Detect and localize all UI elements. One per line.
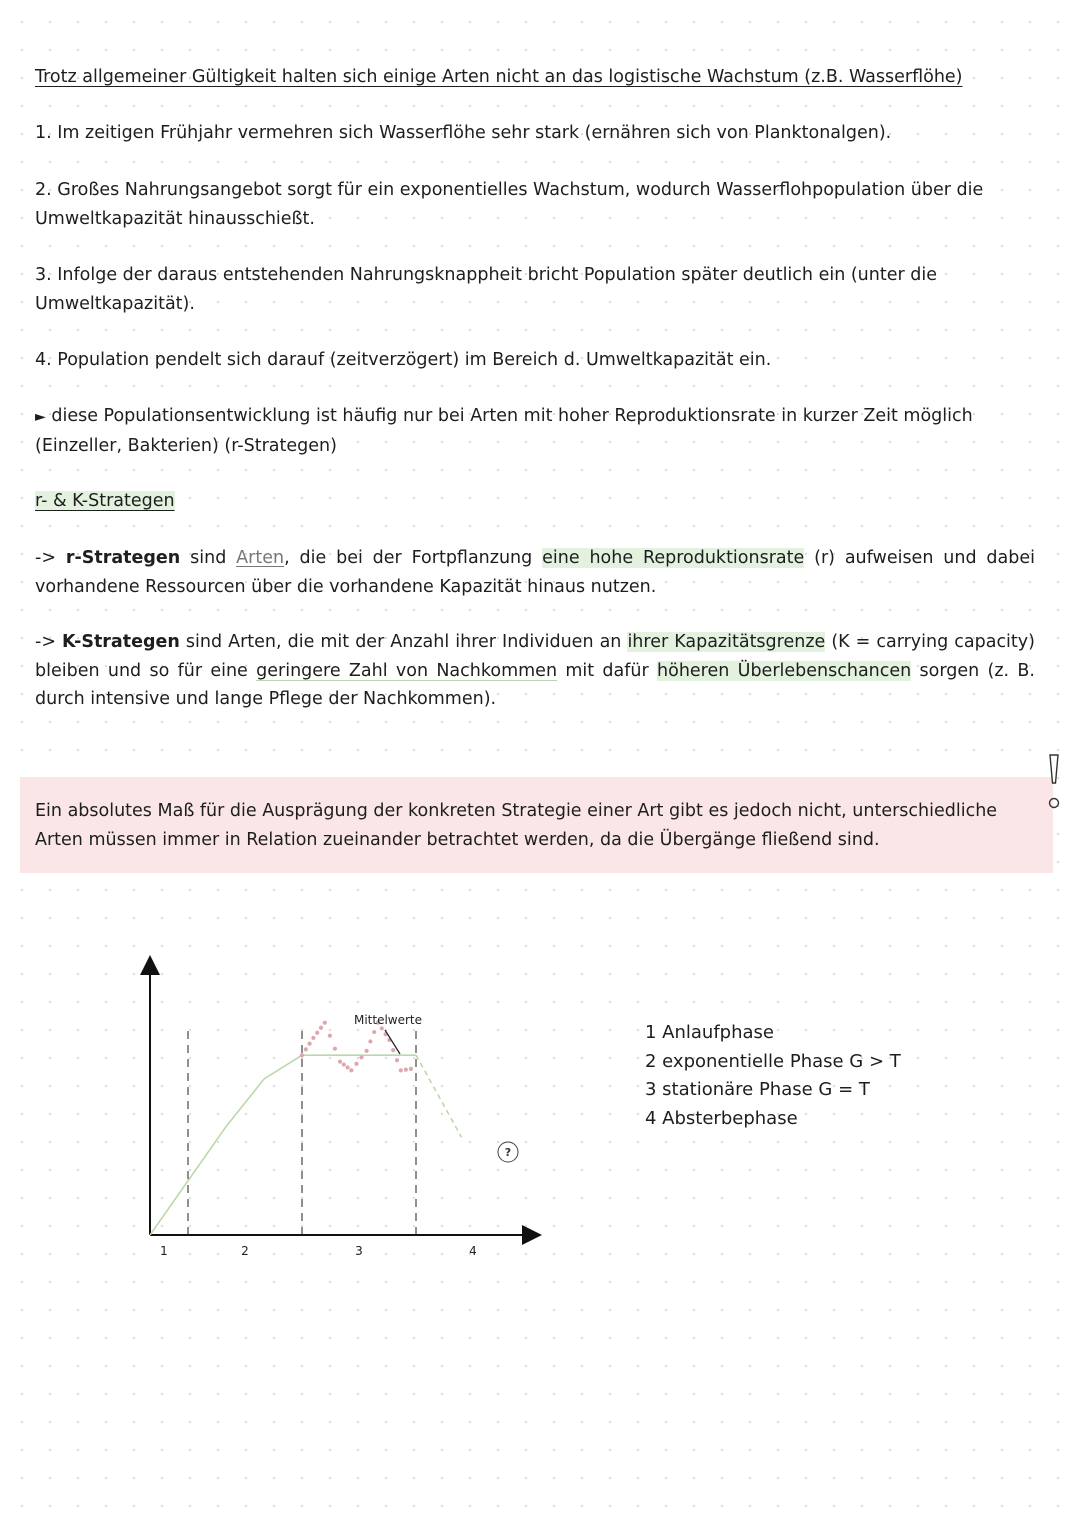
oscillation-point — [346, 1065, 350, 1069]
step-4: 4. Population pendelt sich darauf (zeitverzögert) im Bereich d. Umweltkapazität ein. — [35, 350, 772, 370]
link-arten[interactable]: Arten — [236, 548, 285, 568]
legend-item-anlaufphase: 1 Anlaufphase — [645, 1022, 774, 1043]
phase-legend — [645, 1019, 901, 1133]
highlight-ueberlebenschancen: höheren Überlebenschancen — [657, 660, 912, 681]
phase-label-4: 4 — [469, 1244, 477, 1258]
oscillation-point — [354, 1062, 358, 1066]
phase-label-2: 2 — [241, 1244, 249, 1258]
page-heading: Trotz allgemeiner Gültigkeit halten sich einige Arten nicht an das logistische Wachstum (z.B. Wasserflöhe) — [35, 67, 963, 87]
legend-item-absterbephase: 4 Absterbephase — [645, 1107, 798, 1129]
oscillation-point — [399, 1068, 403, 1072]
arrow-icon: -> — [35, 548, 56, 568]
oscillation-point — [372, 1030, 376, 1034]
oscillation-point — [333, 1047, 337, 1051]
step-3: 3. Infolge der daraus entstehenden Nahrungsknappheit bricht Population später deutlich ein (unter die Umweltkapazität). — [35, 265, 937, 314]
oscillation-point — [359, 1055, 363, 1059]
highlight-nachkommen: geringere Zahl von Nachkommen — [256, 660, 558, 681]
text-segment: sind — [180, 548, 237, 568]
oscillation-point — [328, 1034, 332, 1038]
r-strategen-definition — [35, 544, 1035, 601]
series-line-growth — [150, 1055, 416, 1235]
oscillation-point — [365, 1049, 369, 1053]
highlight-kapazitaetsgrenze: ihrer Kapazitätsgrenze — [627, 632, 826, 652]
text-segment: sorgen (z. B. durch intensive und lange Pflege der Nachkommen). — [35, 660, 1035, 709]
legend-item-exponentielle-phase: 2 exponentielle Phase G > T — [645, 1050, 901, 1072]
section-title-text: r- & K-Strategen — [35, 491, 175, 511]
oscillation-point — [308, 1042, 312, 1046]
callout-box — [20, 777, 1053, 873]
step-2: 2. Großes Nahrungsangebot sorgt für ein exponentielles Wachstum, wodurch Wasserflohpopulation über die Umweltkapazität hinausschießt. — [35, 180, 984, 229]
text-segment: , die bei der Fortpflanzung — [284, 548, 543, 568]
text-segment: mit dafür — [557, 660, 658, 681]
text-segment: (K = carrying capacity) bleiben und so für eine — [35, 632, 1035, 681]
oscillation-point — [311, 1036, 315, 1040]
annotation-mittelwerte: Mittelwerte — [353, 1013, 423, 1027]
phase-label-1: 1 — [160, 1244, 168, 1258]
note-paragraph — [35, 402, 1035, 460]
oscillation-point — [319, 1026, 323, 1030]
highlight-reproduktionsrate: eine hohe Reproduktionsrate — [542, 548, 805, 568]
unknown-marker — [498, 1142, 518, 1162]
legend-item-stationaere-phase: 3 stationäre Phase G = T — [645, 1079, 870, 1100]
oscillation-point — [315, 1031, 319, 1035]
oscillation-point — [404, 1068, 408, 1072]
text-segment: sind Arten, die mit der Anzahl ihrer Individuen an — [179, 632, 628, 652]
term-k-strategen: K-Strategen — [62, 632, 180, 652]
oscillation-point — [391, 1048, 395, 1052]
unknown-marker-text: ? — [504, 1146, 512, 1159]
oscillation-point — [323, 1021, 327, 1025]
oscillation-point — [338, 1060, 342, 1064]
oscillation-point — [349, 1068, 353, 1072]
series-line-decline — [416, 1055, 462, 1137]
arrow-icon: -> — [35, 632, 56, 652]
section-title — [35, 487, 175, 516]
bullet-arrow-icon: ► — [35, 409, 46, 425]
oscillation-point — [342, 1062, 346, 1066]
step-1: 1. Im zeitigen Frühjahr vermehren sich Wasserflöhe sehr stark (ernähren sich von Planktonalgen). — [35, 123, 892, 143]
oscillation-point — [409, 1067, 413, 1071]
population-growth-chart — [120, 955, 560, 1275]
term-r-strategen: r-Strategen — [65, 548, 181, 568]
oscillation-point — [304, 1047, 308, 1051]
note-text: diese Populationsentwicklung ist häufig nur bei Arten mit hoher Reproduktionsrate in kurzer Zeit möglich (Einzeller, Bakterien) (r-Strategen) — [35, 406, 973, 456]
text-segment: (r) aufweisen und dabei vorhandene Ressourcen über die vorhandene Kapazität hinaus nutzen. — [35, 548, 1035, 597]
exclamation-icon — [1040, 752, 1070, 812]
callout-text: Ein absolutes Maß für die Ausprägung der konkreten Strategie einer Art gibt es jedoch nicht, unterschiedliche Arten müssen immer in Relation zueinander betrachtet werden, da die Übergänge fließend sind. — [35, 801, 998, 850]
k-strategen-definition — [35, 628, 1035, 714]
oscillation-point — [300, 1053, 304, 1057]
phase-label-3: 3 — [355, 1244, 363, 1258]
oscillation-point — [395, 1058, 399, 1062]
oscillation-point — [368, 1039, 372, 1043]
